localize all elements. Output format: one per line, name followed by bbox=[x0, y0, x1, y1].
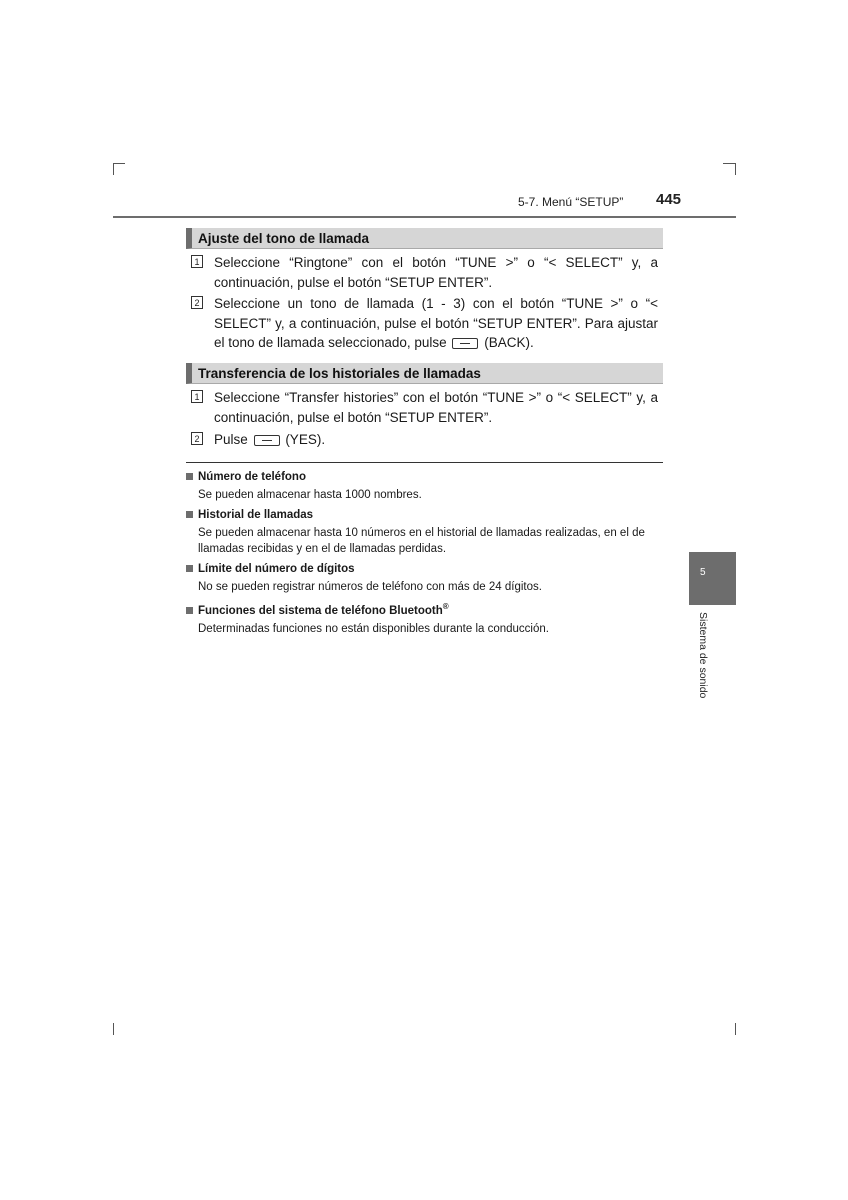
note-body: Determinadas funciones no están disponibles durante la conducción. bbox=[198, 622, 549, 635]
page-number: 445 bbox=[656, 191, 682, 208]
back-button-icon bbox=[452, 338, 478, 349]
crop-mark-bottom-left bbox=[113, 1023, 114, 1035]
numbered-square-icon: 2 bbox=[191, 296, 203, 309]
numbered-square-icon: 2 bbox=[191, 432, 203, 445]
numbered-square-icon: 1 bbox=[191, 390, 203, 403]
crop-mark-top-left-h bbox=[113, 163, 125, 164]
crop-mark-top-left-v bbox=[113, 163, 114, 175]
step-text bbox=[214, 294, 658, 353]
step-text-after: (YES). bbox=[285, 432, 326, 447]
running-header-section: 5-7. Menú “SETUP” bbox=[518, 195, 624, 209]
note-title: Límite del número de dígitos bbox=[198, 563, 355, 575]
section-heading-ringtone: Ajuste del tono de llamada bbox=[186, 228, 663, 249]
square-bullet-icon bbox=[186, 511, 193, 518]
chapter-number: 5 bbox=[700, 567, 706, 578]
square-bullet-icon bbox=[186, 565, 193, 572]
note-title: Funciones del sistema de teléfono Bluetooth bbox=[198, 604, 443, 617]
note-digit-limit bbox=[186, 561, 666, 596]
note-title: Número de teléfono bbox=[198, 471, 306, 483]
note-title: Historial de llamadas bbox=[198, 509, 314, 521]
section-heading-transfer-histories: Transferencia de los historiales de llamadas bbox=[186, 363, 663, 384]
square-bullet-icon bbox=[186, 607, 193, 614]
step-text-before: Seleccione un tono de llamada (1 - 3) con el botón “TUNE >” o “< SELECT” y, a continuación, pulse el botón “SETUP ENTER”. Para ajustar el tono de llamada seleccionado, pulse bbox=[214, 296, 658, 350]
yes-button-icon bbox=[254, 435, 280, 446]
note-body: Se pueden almacenar hasta 1000 nombres. bbox=[198, 489, 422, 501]
step-text-before: Pulse bbox=[214, 432, 248, 447]
note-call-history bbox=[186, 507, 666, 557]
registered-mark: ® bbox=[442, 602, 449, 611]
note-body: No se pueden registrar números de teléfono con más de 24 dígitos. bbox=[198, 581, 542, 593]
note-bluetooth-functions bbox=[186, 599, 666, 637]
crop-mark-top-right-v bbox=[735, 163, 736, 175]
header-rule bbox=[113, 216, 736, 218]
step-text-after: (BACK). bbox=[484, 335, 534, 350]
step-text bbox=[214, 430, 658, 450]
crop-mark-bottom-right bbox=[735, 1023, 736, 1035]
step-text: Seleccione “Transfer histories” con el botón “TUNE >” o “< SELECT” y, a continuación, pulse el botón “SETUP ENTER”. bbox=[214, 390, 658, 425]
note-phone-number bbox=[186, 469, 666, 504]
chapter-tab bbox=[689, 552, 736, 605]
square-bullet-icon bbox=[186, 473, 193, 480]
numbered-square-icon: 1 bbox=[191, 255, 203, 268]
crop-mark-top-right-h bbox=[723, 163, 735, 164]
step-text: Seleccione “Ringtone” con el botón “TUNE >” o “< SELECT” y, a continuación, pulse el botón “SETUP ENTER”. bbox=[214, 255, 658, 290]
notes-divider bbox=[186, 462, 663, 463]
chapter-label: Sistema de sonido bbox=[697, 612, 709, 699]
note-body: Se pueden almacenar hasta 10 números en el historial de llamadas realizadas, en el de llamadas recibidas y en el de llamadas perdidas. bbox=[198, 527, 645, 555]
